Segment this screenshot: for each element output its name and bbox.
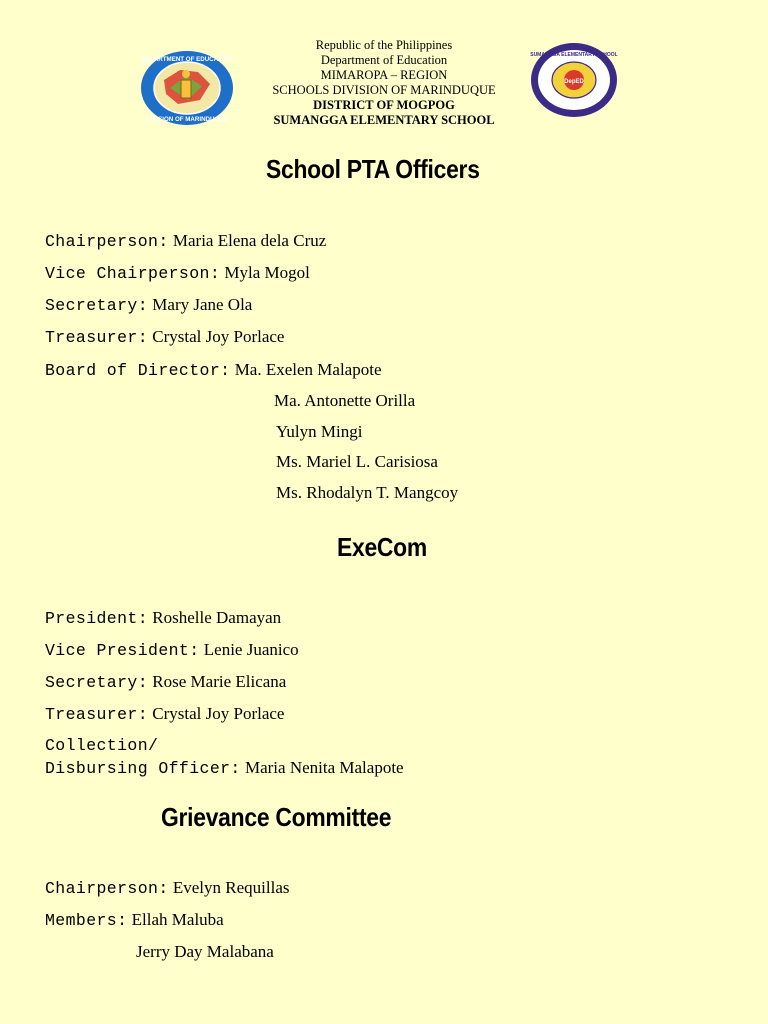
seal-center-text: DepED bbox=[564, 79, 584, 85]
execom-disbursing-label: Disbursing Officer: bbox=[45, 759, 241, 778]
pta-board-label: Board of Director: bbox=[45, 361, 231, 380]
grievance-chairperson-label: Chairperson: bbox=[45, 879, 169, 898]
pta-board-member: Ma. Antonette Orilla bbox=[274, 391, 416, 410]
seal-ring-text: SUMANGGA ELEMENTARY SCHOOL bbox=[530, 52, 618, 58]
execom-vice-president-row bbox=[45, 640, 299, 660]
execom-president-label: President: bbox=[45, 609, 149, 628]
school-seal-logo bbox=[530, 42, 618, 118]
pta-treasurer-label: Treasurer: bbox=[45, 328, 149, 347]
execom-treasurer-label: Treasurer: bbox=[45, 705, 149, 724]
pta-chairperson-name: Maria Elena dela Cruz bbox=[172, 231, 327, 250]
execom-vice-president-label: Vice President: bbox=[45, 641, 200, 660]
pta-board-member: Ms. Rhodalyn T. Mangcoy bbox=[276, 483, 459, 502]
letterhead-line-school: SUMANGGA ELEMENTARY SCHOOL bbox=[273, 113, 495, 127]
execom-secretary-name: Rose Marie Elicana bbox=[152, 672, 287, 691]
letterhead-line-republic: Republic of the Philippines bbox=[315, 38, 453, 52]
execom-treasurer-row bbox=[45, 704, 284, 724]
execom-collection-name: Maria Nenita Malapote bbox=[244, 758, 404, 777]
letterhead-line-district: DISTRICT OF MOGPOG bbox=[313, 98, 455, 112]
pta-treasurer-name: Crystal Joy Porlace bbox=[152, 327, 285, 346]
left-logo-text-bottom: DIVISION OF MARINDUQUE bbox=[146, 116, 228, 123]
letterhead-line-division: SCHOOLS DIVISION OF MARINDUQUE bbox=[272, 83, 496, 97]
pta-board-member: Yulyn Mingi bbox=[276, 422, 363, 441]
pta-vice-chairperson-name: Myla Mogol bbox=[224, 263, 310, 282]
pta-secretary-row bbox=[45, 295, 252, 315]
execom-secretary-row bbox=[45, 672, 286, 692]
execom-collection-row bbox=[45, 758, 404, 778]
pta-board-member: Ms. Mariel L. Carisiosa bbox=[276, 452, 438, 471]
grievance-members-label: Members: bbox=[45, 911, 128, 930]
left-logo-text-top: DEPARTMENT OF EDUCATION bbox=[141, 56, 233, 63]
execom-president-name: Roshelle Damayan bbox=[152, 608, 282, 627]
execom-collection-label-line1 bbox=[45, 735, 158, 755]
execom-collection-label: Collection/ bbox=[45, 736, 159, 755]
pta-officers-heading: School PTA Officers bbox=[266, 154, 480, 184]
execom-president-row bbox=[45, 608, 281, 628]
grievance-members-row bbox=[45, 910, 224, 930]
letterhead bbox=[240, 38, 528, 128]
deped-division-logo bbox=[140, 50, 234, 126]
pta-vice-chairperson-row bbox=[45, 263, 310, 283]
execom-vice-president-name: Lenie Juanico bbox=[203, 640, 299, 659]
pta-board-row bbox=[45, 360, 382, 380]
grievance-committee-heading: Grievance Committee bbox=[161, 802, 392, 832]
pta-board-member: Ma. Exelen Malapote bbox=[234, 360, 382, 379]
execom-treasurer-name: Crystal Joy Porlace bbox=[152, 704, 285, 723]
pta-secretary-name: Mary Jane Ola bbox=[152, 295, 253, 314]
pta-chairperson-row bbox=[45, 231, 326, 251]
pta-treasurer-row bbox=[45, 327, 284, 347]
grievance-chairperson-row bbox=[45, 878, 290, 898]
grievance-chairperson-name: Evelyn Requillas bbox=[172, 878, 290, 897]
execom-heading: ExeCom bbox=[337, 532, 427, 562]
grievance-member-name: Jerry Day Malabana bbox=[136, 942, 274, 961]
execom-secretary-label: Secretary: bbox=[45, 673, 149, 692]
letterhead-line-deped: Department of Education bbox=[320, 53, 448, 67]
pta-secretary-label: Secretary: bbox=[45, 296, 149, 315]
letterhead-line-region: MIMAROPA – REGION bbox=[320, 68, 448, 82]
pta-chairperson-label: Chairperson: bbox=[45, 232, 169, 251]
grievance-member-name: Ellah Maluba bbox=[131, 910, 224, 929]
pta-vice-chairperson-label: Vice Chairperson: bbox=[45, 264, 221, 283]
